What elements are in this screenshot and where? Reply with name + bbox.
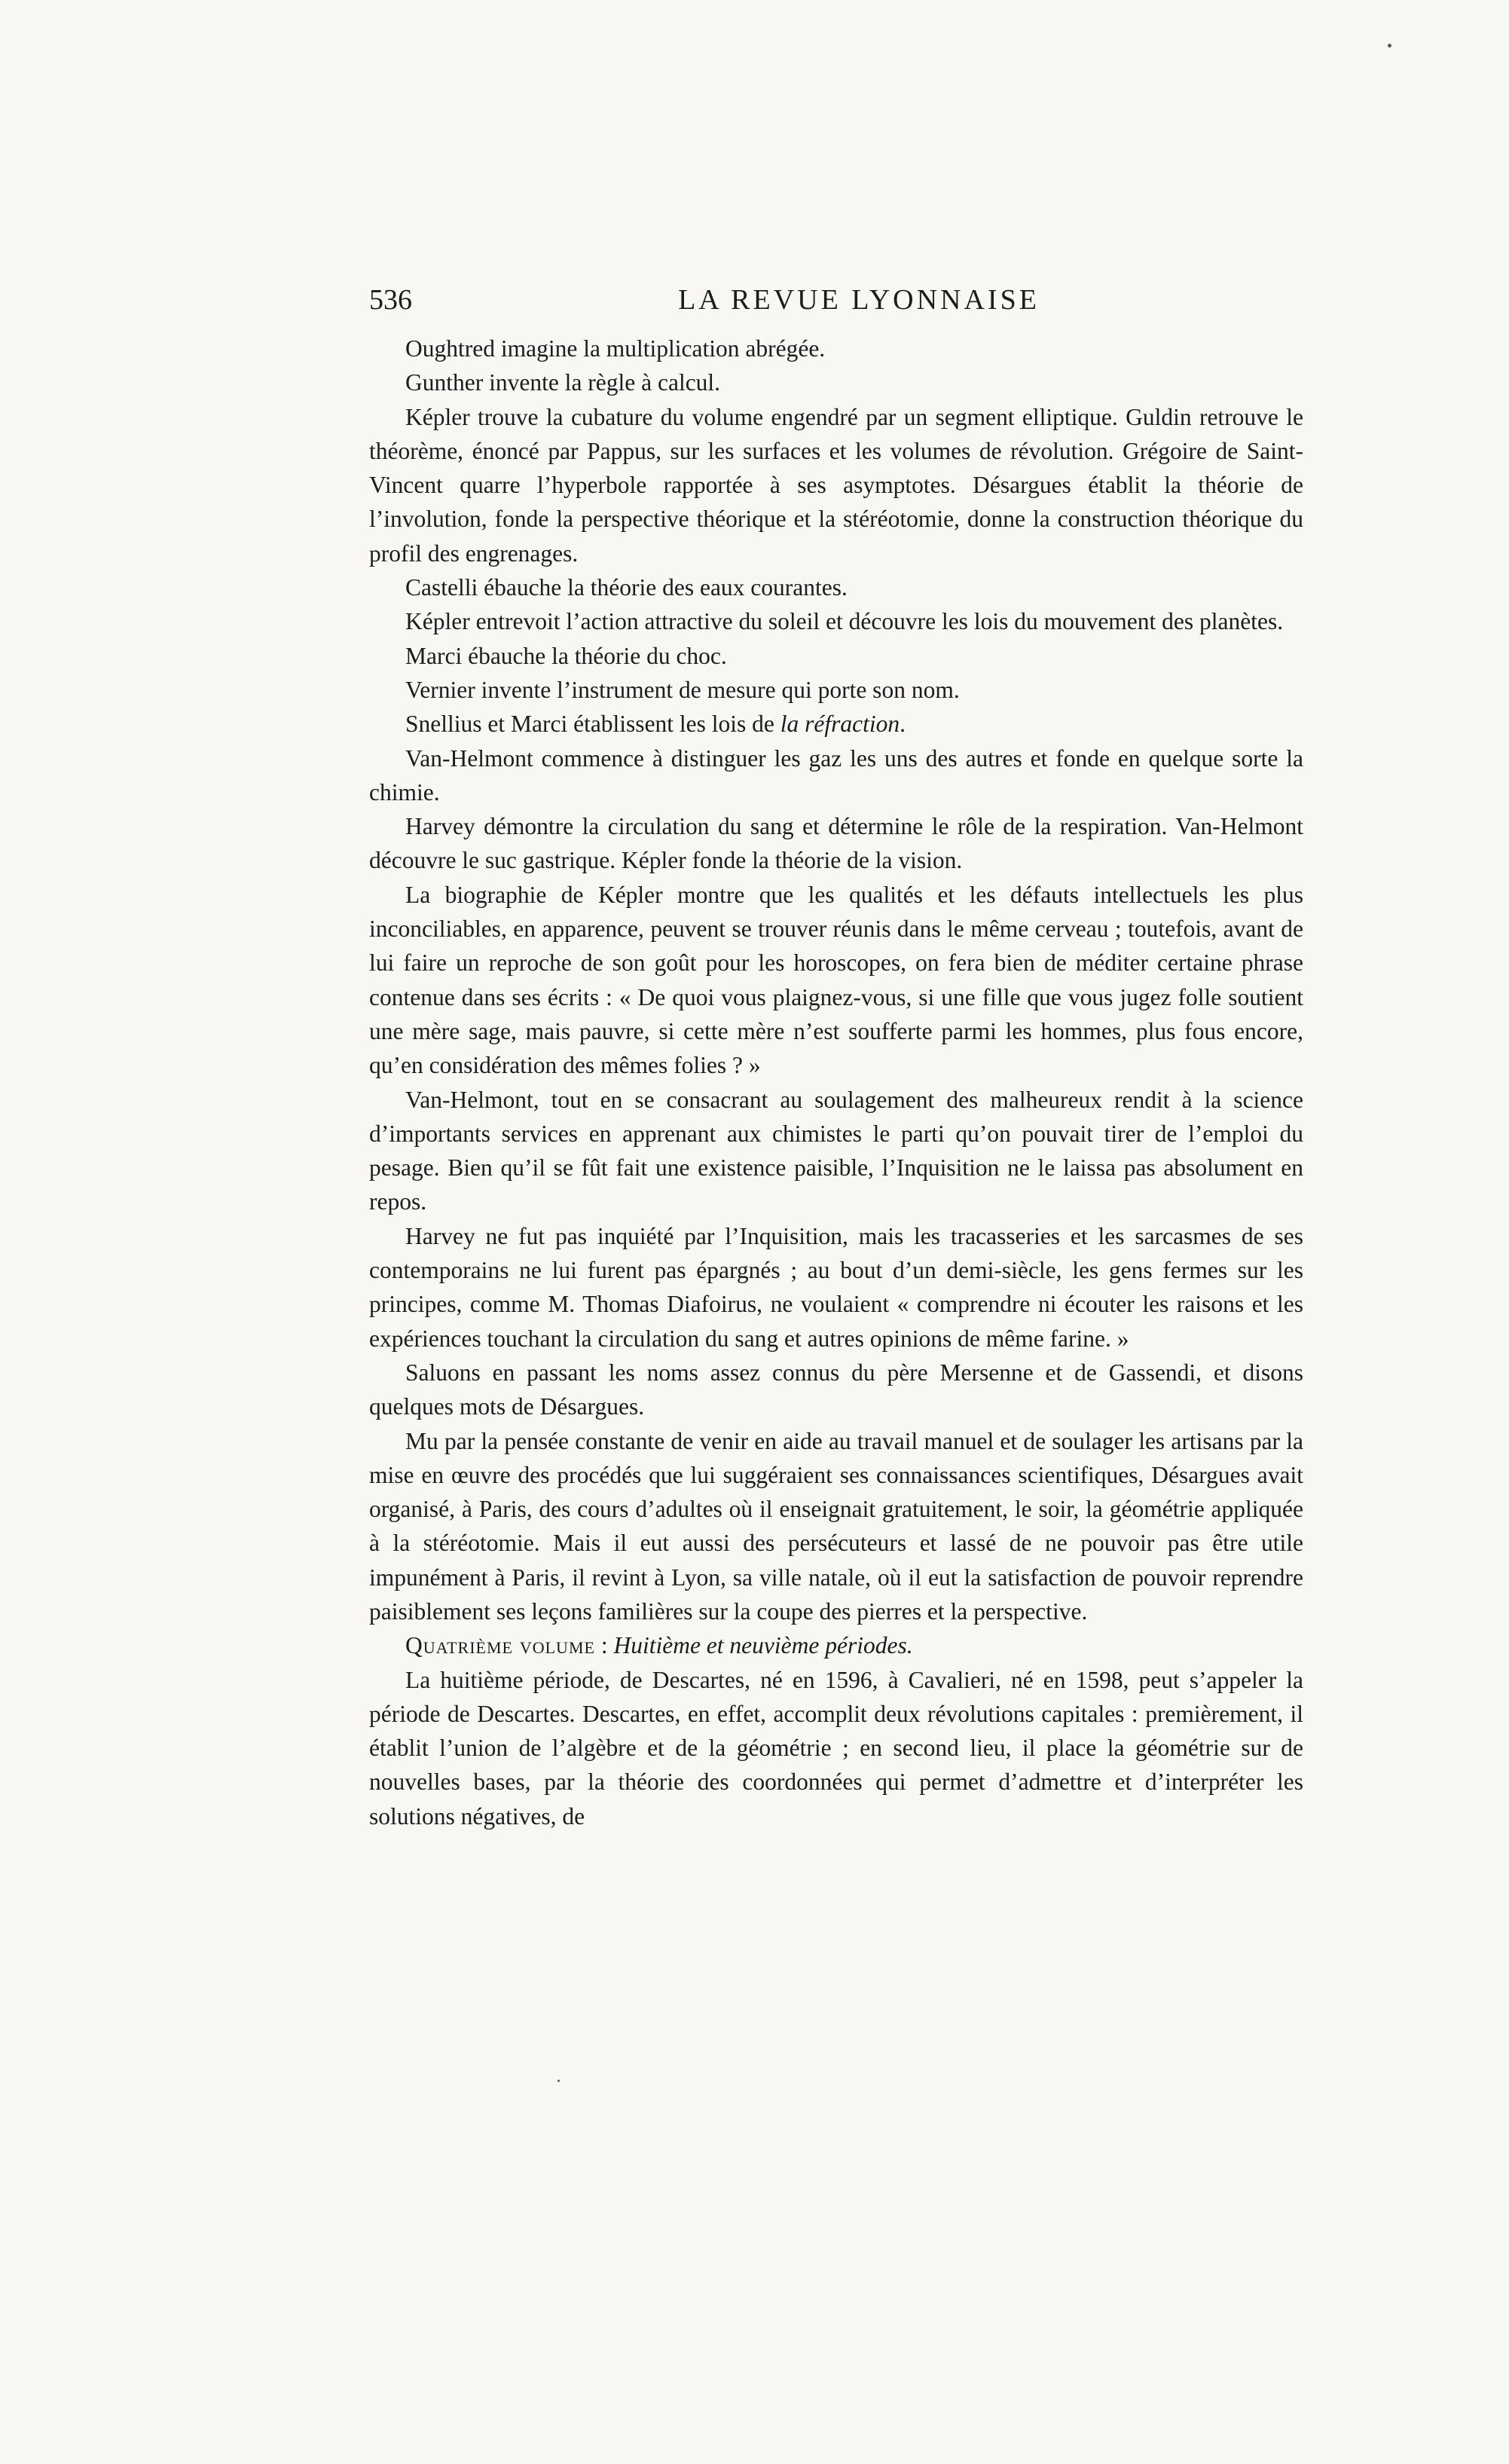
running-title: LA REVUE LYONNAISE [678, 284, 1040, 316]
paragraph: Képler trouve la cubature du volume engendré par un segment elliptique. Guldin retrouve le théorème, énoncé par Pappus, sur les surfaces et les volumes de révolution. Grégoire de Saint-Vincent quarre l’hyperbole rapportée à ses asymptotes. Désargues établit la théorie de l’involution, fonde la perspective théorique et la stéréotomie, donne la construction théorique du profil des engrenages. [369, 403, 1303, 567]
scan-speck [1388, 44, 1391, 47]
page-header [369, 277, 1303, 323]
paragraph: Képler entrevoit l’action attractive du soleil et découvre les lois du mouvement des planètes. [405, 608, 1284, 635]
body-text [369, 332, 1303, 1833]
section-label: Quatrième volume [405, 1632, 595, 1659]
paragraph: Van-Helmont, tout en se consacrant au soulagement des malheureux rendit à la science d’importants services en apprenant aux chimistes le parti qu’on pouvait tirer de l’emploi du pesage. Bien qu’il se fût fait une existence paisible, l’Inquisition ne le laissa pas absolument en repos. [369, 1086, 1303, 1215]
paragraph: La huitième période, de Descartes, né en 1596, à Cavalieri, né en 1598, peut s’appeler la période de Descartes. Descartes, en effet, accomplit deux révolutions capitales : premièrement, il établit l’union de l’algèbre et de la géométrie ; en second lieu, il place la géométrie sur de nouvelles bases, par la théorie des coordonnées qui permet d’admettre et d’interpréter les solutions négatives, de [369, 1666, 1303, 1830]
scan-speck [557, 2080, 560, 2082]
paragraph-refraction [369, 707, 1303, 741]
paragraph: Marci ébauche la théorie du choc. [405, 642, 727, 669]
paragraph-text: Snellius et Marci établissent les lois de [405, 711, 780, 738]
paragraph: Saluons en passant les noms assez connus du père Mersenne et de Gassendi, et disons quelques mots de Désargues. [369, 1359, 1303, 1420]
paragraph: Van-Helmont commence à distinguer les gaz les uns des autres et fonde en quelque sorte la chimie. [369, 744, 1303, 806]
paragraph: Harvey démontre la circulation du sang et détermine le rôle de la respiration. Van-Helmont découvre le suc gastrique. Képler fonde la théorie de la vision. [369, 813, 1303, 874]
paragraph: La biographie de Képler montre que les qualités et les défauts intellectuels les plus inconciliables, en apparence, peuvent se trouver réunis dans le même cerveau ; toutefois, avant de lui faire un reproche de son goût pour les horoscopes, on fera bien de méditer certaine phrase contenue dans ses écrits : « De quoi vous plaignez-vous, si une fille que vous jugez folle soutient une mère sage, mais pauvre, si cette mère n’est soufferte parmi les hommes, plus fous encore, qu’en considération des mêmes folies ? » [369, 881, 1303, 1079]
paragraph: Oughtred imagine la multiplication abrégée. [405, 335, 826, 362]
paragraph: Castelli ébauche la théorie des eaux courantes. [405, 574, 848, 601]
paragraph-punctuation: . [900, 711, 906, 738]
section-title: Huitième et neuvième périodes. [613, 1632, 913, 1659]
section-heading [369, 1628, 1303, 1662]
page-number: 536 [369, 284, 412, 316]
paragraph: Harvey ne fut pas inquiété par l’Inquisition, mais les tracasseries et les sarcasmes de ses contemporains ne lui furent pas épargnés ; au bout d’un demi-siècle, les gens fermes sur les principes, comme M. Thomas Diafoirus, ne voulaient « comprendre ni écouter les raisons et les expériences touchant la circulation du sang et autres opinions de même farine. » [369, 1222, 1303, 1352]
paragraph: Gunther invente la règle à calcul. [405, 369, 721, 396]
italic-term: la réfraction [780, 711, 900, 738]
paragraph: Mu par la pensée constante de venir en aide au travail manuel et de soulager les artisans par la mise en œuvre des procédés que lui suggéraient ses connaissances scientifiques, Désargues avait organisé, à Paris, des cours d’adultes où il enseignait gratuitement, le soir, la géométrie appliquée à la stéréotomie. Mais il eut aussi des persécuteurs et lassé de ne pouvoir pas être utile impunément à Paris, il revint à Lyon, sa ville natale, où il eut la satisfaction de pouvoir reprendre paisiblement ses leçons familières sur la coupe des pierres et la perspective. [369, 1427, 1303, 1625]
paragraph: Vernier invente l’instrument de mesure qui porte son nom. [405, 676, 960, 703]
section-separator: : [594, 1632, 614, 1659]
